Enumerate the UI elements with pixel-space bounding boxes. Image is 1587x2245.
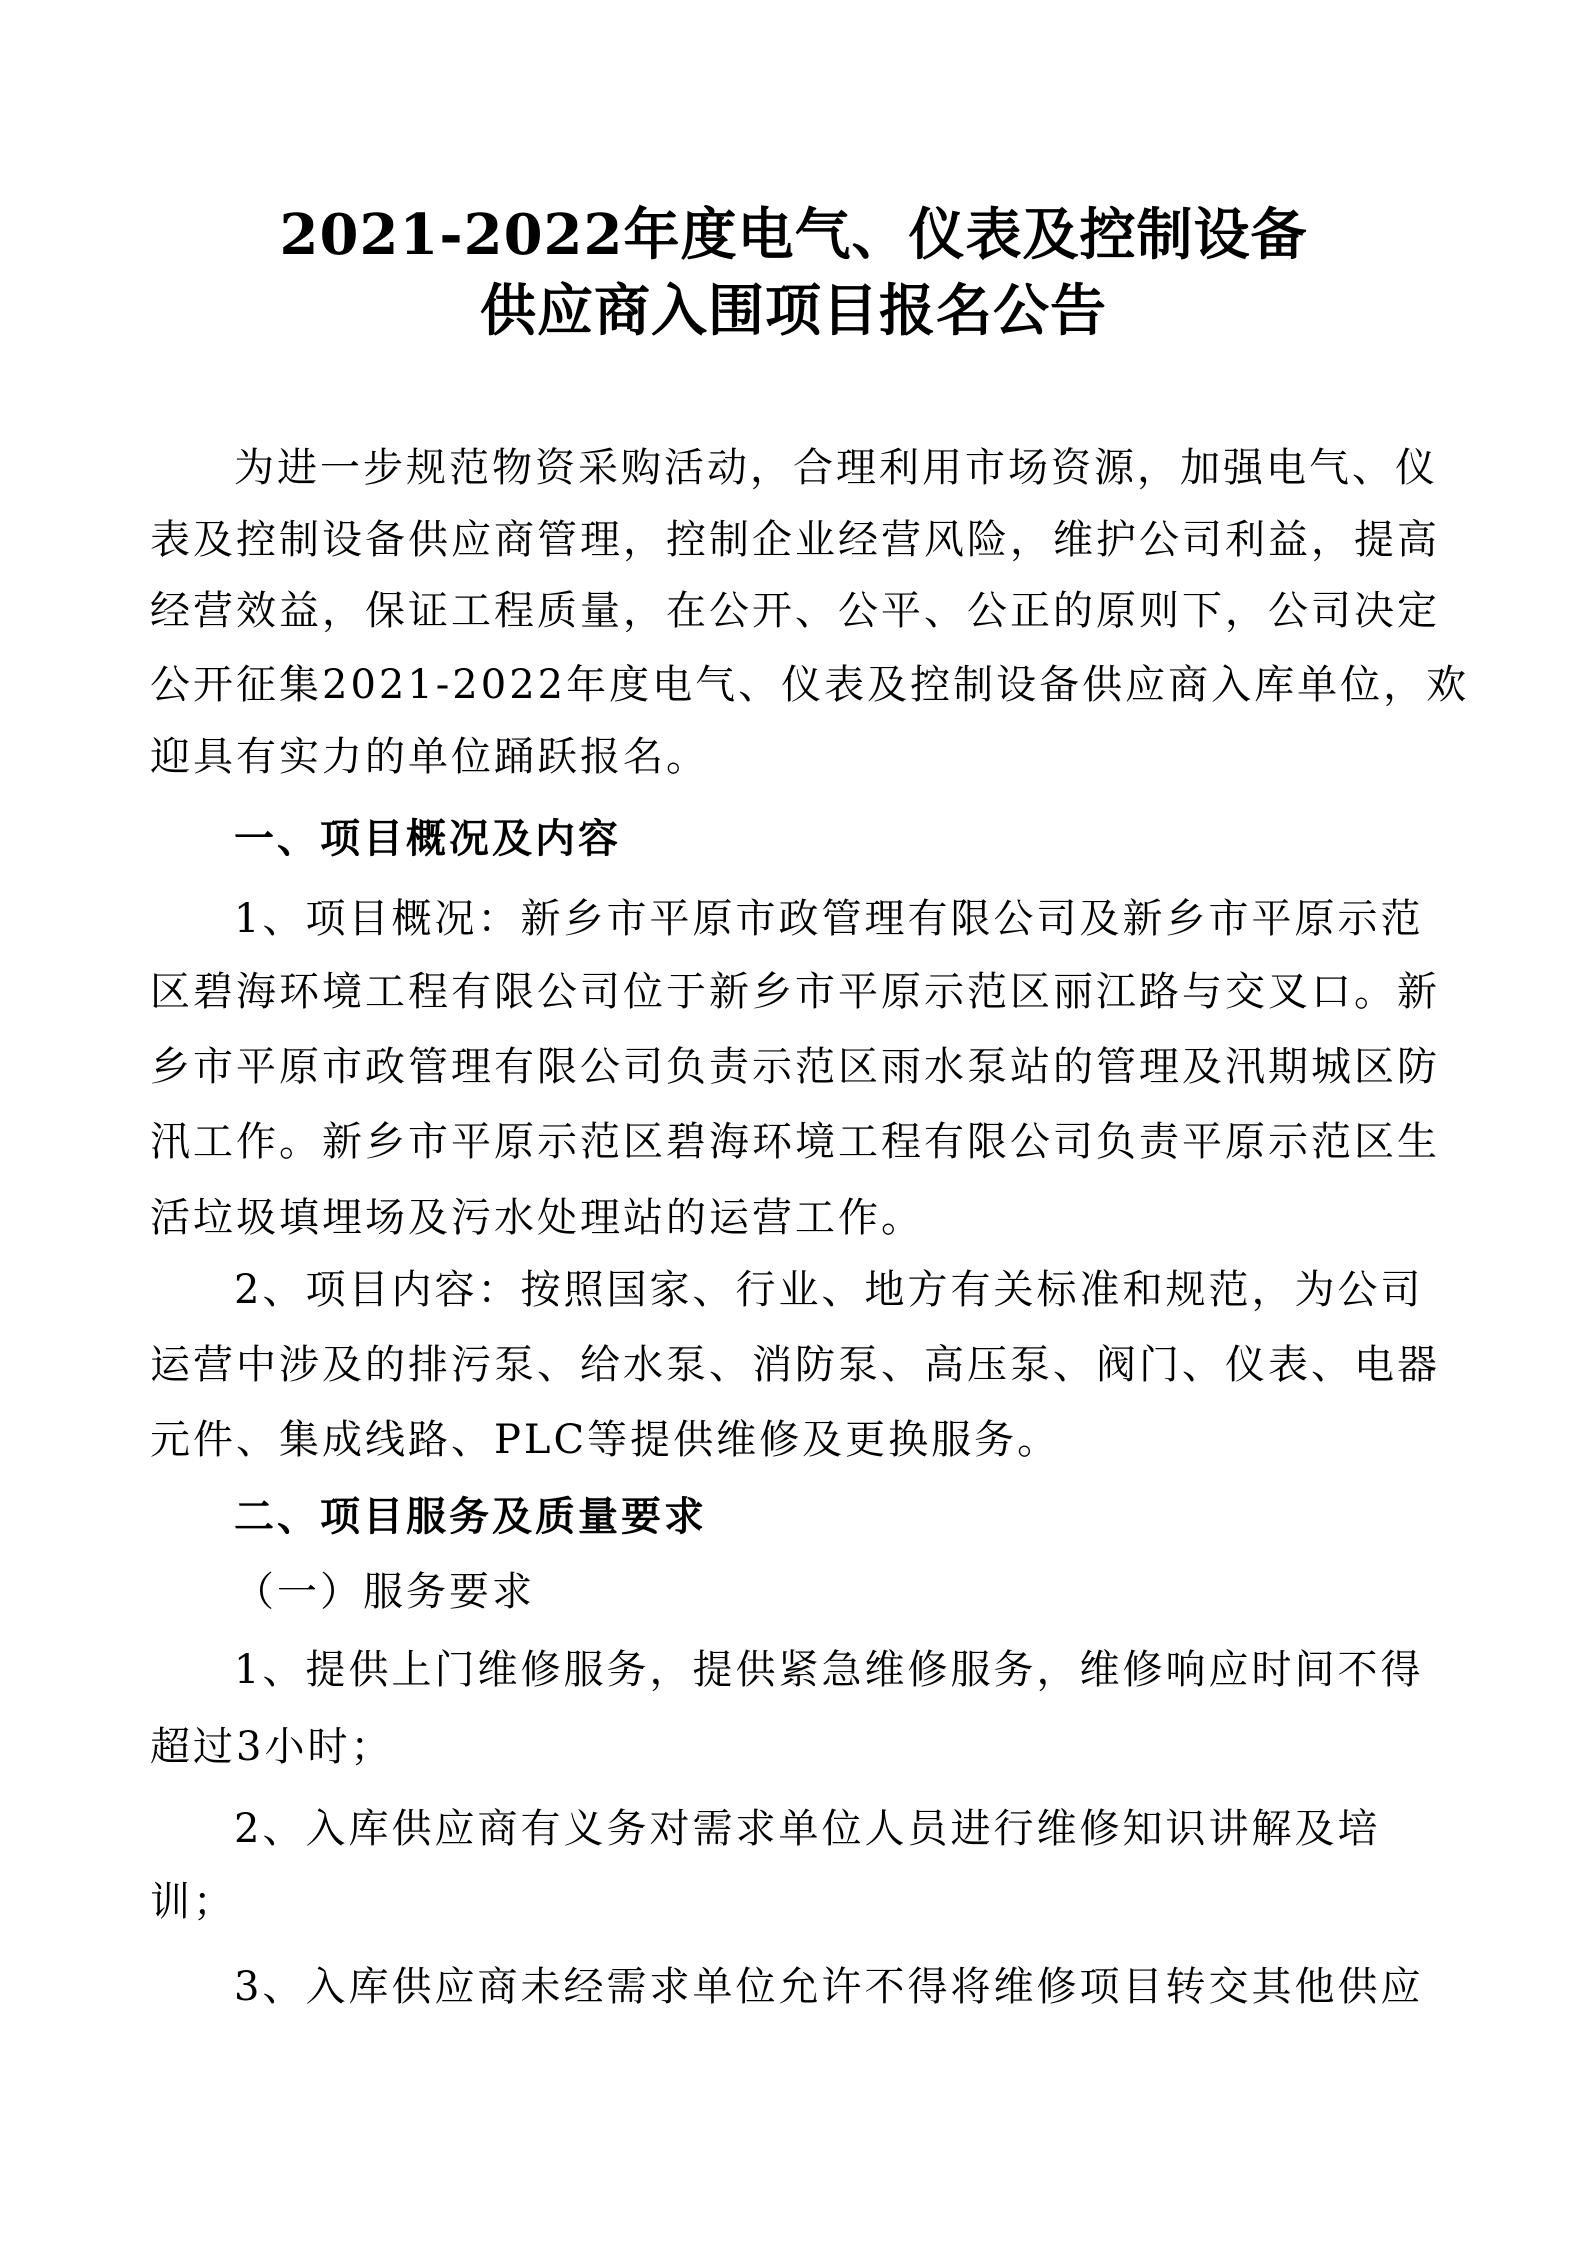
- document-title-line-1: 2021-2022年度电气、仪表及控制设备: [279, 202, 1308, 268]
- paragraph-line: 汛工作。新乡市平原示范区碧海环境工程有限公司负责平原示范区生: [150, 1119, 1440, 1165]
- intro-line: 迎具有实力的单位踊跃报名。: [150, 734, 709, 780]
- paragraph-line: 训；: [150, 1879, 236, 1925]
- intro-line: 公开征集2021-2022年度电气、仪表及控制设备供应商入库单位，欢: [150, 662, 1470, 708]
- paragraph-line: 3、入库供应商未经需求单位允许不得将维修项目转交其他供应: [234, 1964, 1424, 2010]
- paragraph-line: 1、项目概况：新乡市平原市政管理有限公司及新乡市平原示范: [234, 896, 1424, 942]
- section-1-heading: 一、项目概况及内容: [234, 815, 621, 862]
- document-title-line-2: 供应商入围项目报名公告: [480, 278, 1107, 344]
- paragraph-line: 区碧海环境工程有限公司位于新乡市平原示范区丽江路与交叉口。新: [150, 969, 1440, 1015]
- paragraph-line: 1、提供上门维修服务，提供紧急维修服务，维修响应时间不得: [234, 1647, 1424, 1693]
- section-2-subheading: （一）服务要求: [234, 1569, 535, 1615]
- intro-line: 经营效益，保证工程质量，在公开、公平、公正的原则下，公司决定: [150, 588, 1440, 634]
- paragraph-line: 超过3小时；: [150, 1724, 394, 1770]
- paragraph-line: 运营中涉及的排污泵、给水泵、消防泵、高压泵、阀门、仪表、电器: [150, 1342, 1440, 1388]
- paragraph-line: 2、项目内容：按照国家、行业、地方有关标准和规范，为公司: [234, 1267, 1424, 1313]
- paragraph-line: 元件、集成线路、PLC等提供维修及更换服务。: [150, 1417, 1061, 1463]
- intro-line: 为进一步规范物资采购活动，合理利用市场资源，加强电气、仪: [234, 445, 1438, 491]
- section-2-heading: 二、项目服务及质量要求: [234, 1493, 707, 1540]
- paragraph-line: 活垃圾填埋场及污水处理站的运营工作。: [150, 1195, 924, 1241]
- intro-line: 表及控制设备供应商管理，控制企业经营风险，维护公司利益，提高: [150, 517, 1440, 563]
- paragraph-line: 乡市平原市政管理有限公司负责示范区雨水泵站的管理及汛期城区防: [150, 1044, 1440, 1090]
- paragraph-line: 2、入库供应商有义务对需求单位人员进行维修知识讲解及培: [234, 1806, 1381, 1852]
